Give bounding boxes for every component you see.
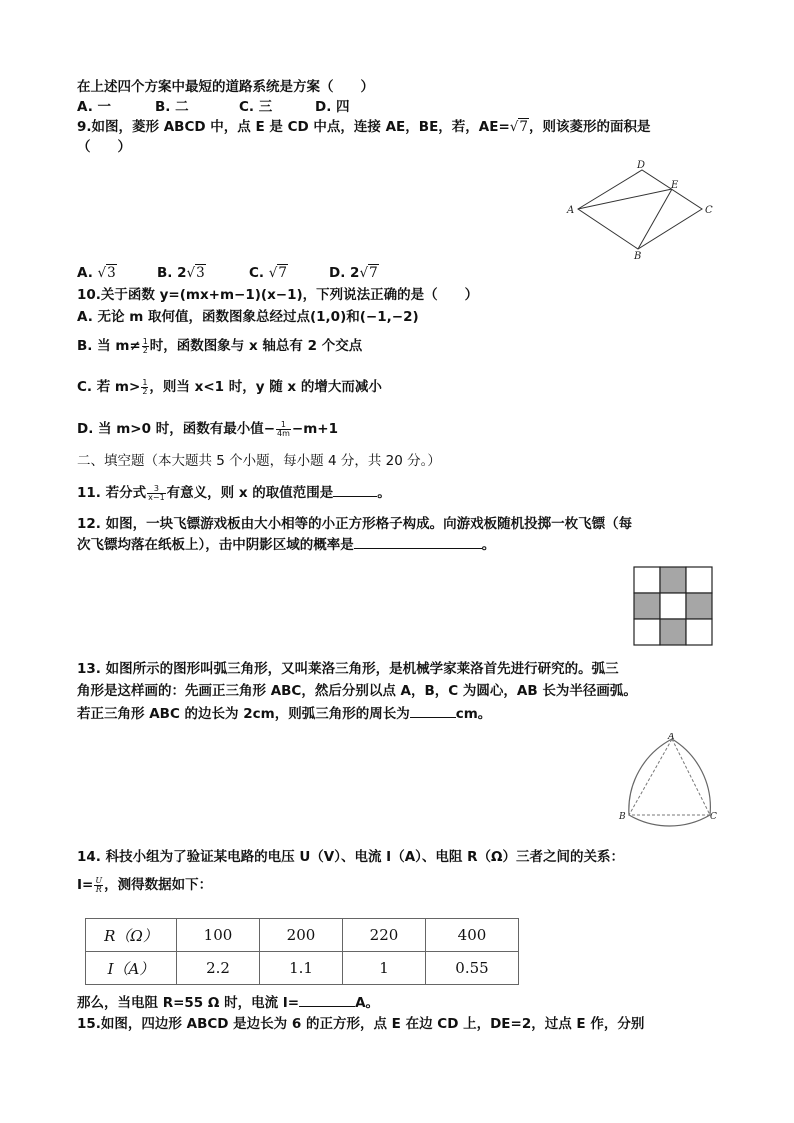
q13-line2: 角形是这样画的：先画正三角形 ABC，然后分别以点 A，B，C 为圆心，AB 长为半径画弧。 xyxy=(77,683,637,699)
q10-b-frac: $\frac{1}{2}$ xyxy=(142,336,148,355)
q10-d-frac: $\frac{1}{4m}$ xyxy=(277,419,290,438)
label-e: E xyxy=(671,180,679,191)
q11-answer-blank xyxy=(333,483,377,497)
q8-option-c: C. 三 xyxy=(239,99,273,115)
board-cell xyxy=(634,619,660,645)
section-2-heading: 二、填空题（本大题共 5 个小题，每小题 4 分，共 20 分。） xyxy=(77,453,441,469)
q13-line3: 若正三角形 ABC 的边长为 2cm，则弧三角形的周长为 cm。 xyxy=(77,706,492,722)
table-cell: 400 xyxy=(426,919,519,952)
q9-radicand: 7 xyxy=(519,119,528,135)
row-header-r: R（Ω） xyxy=(86,919,177,952)
table-cell: 0.55 xyxy=(426,952,519,985)
label-b: B xyxy=(634,251,642,260)
label-d: D xyxy=(637,160,646,171)
q13-line1: 13. 如图所示的图形叫弧三角形，又叫莱洛三角形，是机械学家莱洛首先进行研究的。弧三 xyxy=(77,661,619,677)
q9-sqrt: √7 xyxy=(509,119,528,135)
segment-be xyxy=(638,189,672,249)
q11: 11. 若分式 $\frac{3}{x-1}$ 有意义，则 x 的取值范围是 。 xyxy=(77,483,391,502)
q14-data-table xyxy=(85,918,519,985)
label-c: C xyxy=(705,205,713,216)
equilateral-triangle xyxy=(629,739,710,815)
table-cell: 100 xyxy=(177,919,260,952)
q9-stem xyxy=(77,118,650,136)
segment-ae xyxy=(578,189,672,209)
q8-option-b: B. 二 xyxy=(155,99,189,115)
board-cell xyxy=(686,619,712,645)
row-header-i: I（A） xyxy=(86,952,177,985)
reuleaux-arcs xyxy=(629,739,711,826)
table-cell: 220 xyxy=(343,919,426,952)
q9-stem-text: 9.如图，菱形 ABCD 中，点 E 是 CD 中点，连接 AE，BE，若，AE= xyxy=(77,119,510,135)
q12-line1: 12. 如图，一块飞镖游戏板由大小相等的小正方形格子构成。向游戏板随机投掷一枚飞镖（每 xyxy=(77,516,633,532)
q13-answer-blank xyxy=(410,704,456,718)
table-cell: 2.2 xyxy=(177,952,260,985)
q10-stem: 10.关于函数 y=(mx+m−1)(x−1)，下列说法正确的是（ ） xyxy=(77,287,479,303)
q14-formula-frac: $\frac{U}{R}$ xyxy=(95,875,103,894)
q10-option-b: B. 当 m≠ $\frac{1}{2}$ 时，函数图象与 x 轴总有 2 个交点 xyxy=(77,336,363,355)
q10-option-c: C. 若 m> $\frac{1}{2}$ ，则当 x<1 时，y 随 x 的增大而减小 xyxy=(77,377,382,396)
q15-line1: 15.如图，四边形 ABCD 是边长为 6 的正方形，点 E 在边 CD 上，DE=2，过点 E 作，分别 xyxy=(77,1016,645,1032)
q11-frac: $\frac{3}{x-1}$ xyxy=(148,483,165,502)
q12-dart-board xyxy=(632,565,714,647)
board-cell-shaded xyxy=(634,593,660,619)
board-cell-shaded xyxy=(686,593,712,619)
q14-answer-blank xyxy=(299,993,355,1007)
q10-option-a: A. 无论 m 取何值，函数图象总经过点(1,0)和(−1,−2) xyxy=(77,309,419,325)
table-cell: 1 xyxy=(343,952,426,985)
label-a: A xyxy=(567,205,575,216)
q10-option-d: D. 当 m>0 时，函数有最小值− $\frac{1}{4m}$ −m+1 xyxy=(77,419,339,438)
q13-reuleaux-figure xyxy=(615,733,720,833)
q14-line1: 14. 科技小组为了验证某电路的电压 U（V）、电流 I（A）、电阻 R（Ω）三者之间的关系： xyxy=(77,849,624,865)
q9-option-d: D. 2√7 xyxy=(329,265,378,281)
q9-option-a: A. √3 xyxy=(77,265,116,281)
q9-rhombus-figure xyxy=(560,158,730,260)
q10-c-frac: $\frac{1}{2}$ xyxy=(142,377,148,396)
board-cell xyxy=(660,593,686,619)
q8-stem: 在上述四个方案中最短的道路系统是方案（ ） xyxy=(77,79,374,95)
board-cell-shaded xyxy=(660,567,686,593)
q8-options xyxy=(77,98,350,116)
q8-option-a: A. 一 xyxy=(77,99,112,115)
label-a: A xyxy=(668,733,675,742)
table-row xyxy=(86,952,519,985)
q9-stem-end: ，则该菱形的面积是 xyxy=(528,119,651,135)
table-row xyxy=(86,919,519,952)
q12-line2: 次飞镖均落在纸板上），击中阴影区域的概率是 。 xyxy=(77,537,496,553)
table-cell: 1.1 xyxy=(260,952,343,985)
board-cell xyxy=(634,567,660,593)
q9-paren: （ ） xyxy=(77,139,131,155)
q9-option-b: B. 2√3 xyxy=(157,265,205,281)
label-b: B xyxy=(619,812,626,822)
label-c: C xyxy=(710,812,717,822)
board-cell xyxy=(686,567,712,593)
rhombus-abcd xyxy=(578,170,702,249)
q14-formula: I= $\frac{U}{R}$ ，测得数据如下： xyxy=(77,875,213,894)
q9-option-c: C. √7 xyxy=(249,265,287,281)
q14-answer: 那么，当电阻 R=55 Ω 时，电流 I= A。 xyxy=(77,995,380,1011)
q8-option-d: D. 四 xyxy=(315,99,350,115)
q9-options xyxy=(77,264,379,282)
q12-answer-blank xyxy=(354,535,482,549)
table-cell: 200 xyxy=(260,919,343,952)
board-cell-shaded xyxy=(660,619,686,645)
